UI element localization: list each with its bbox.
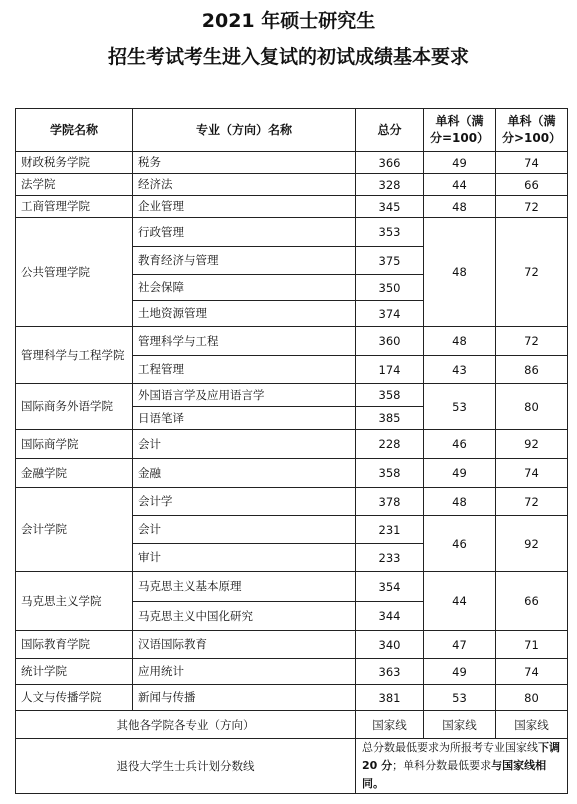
page-title: 2021 年硕士研究生 xyxy=(201,10,376,32)
major-cell: 经济法 xyxy=(133,174,356,196)
total-cell: 344 xyxy=(356,602,424,631)
major-cell: 马克思主义基本原理 xyxy=(133,572,356,602)
page-subtitle: 招生考试考生进入复试的初试成绩基本要求 xyxy=(107,46,469,68)
total-cell: 328 xyxy=(356,174,424,196)
total-cell: 340 xyxy=(356,631,424,659)
single-score-cell: 46 xyxy=(424,430,496,459)
single-score-cell: 国家线 xyxy=(496,711,568,739)
college-cell: 法学院 xyxy=(16,174,133,196)
single-score-cell: 92 xyxy=(496,430,568,459)
single-score-cell: 80 xyxy=(496,685,568,711)
college-cell: 统计学院 xyxy=(16,659,133,685)
single-score-cell: 44 xyxy=(424,174,496,196)
single-score-cell: 44 xyxy=(424,572,496,631)
score-table xyxy=(15,108,568,794)
veteran-label: 退役大学生士兵计划分数线 xyxy=(16,739,356,794)
single-score-cell: 48 xyxy=(424,196,496,218)
single-score-cell: 66 xyxy=(496,174,568,196)
single-score-cell: 74 xyxy=(496,659,568,685)
single-score-cell: 92 xyxy=(496,516,568,572)
total-cell: 350 xyxy=(356,275,424,301)
single-score-cell: 49 xyxy=(424,459,496,488)
major-cell: 企业管理 xyxy=(133,196,356,218)
major-cell: 管理科学与工程 xyxy=(133,327,356,356)
veteran-row xyxy=(16,739,568,794)
total-cell: 358 xyxy=(356,384,424,407)
total-cell: 360 xyxy=(356,327,424,356)
college-cell: 马克思主义学院 xyxy=(16,572,133,631)
major-cell: 社会保障 xyxy=(133,275,356,301)
table-row xyxy=(16,174,568,196)
col-header-single-100: 单科（满 分=100） xyxy=(424,109,496,152)
major-cell: 会计学 xyxy=(133,488,356,516)
single-score-cell: 47 xyxy=(424,631,496,659)
single-score-cell: 74 xyxy=(496,459,568,488)
single-score-cell: 66 xyxy=(496,572,568,631)
total-cell: 国家线 xyxy=(356,711,424,739)
major-cell: 会计 xyxy=(133,516,356,544)
single-score-cell: 48 xyxy=(424,488,496,516)
major-cell: 外国语言学及应用语言学 xyxy=(133,384,356,407)
table-row xyxy=(16,430,568,459)
major-cell: 应用统计 xyxy=(133,659,356,685)
major-cell: 土地资源管理 xyxy=(133,301,356,327)
single-score-cell: 53 xyxy=(424,384,496,430)
table-row xyxy=(16,384,568,407)
college-cell: 公共管理学院 xyxy=(16,218,133,327)
major-cell: 教育经济与管理 xyxy=(133,247,356,275)
major-cell: 马克思主义中国化研究 xyxy=(133,602,356,631)
major-cell: 工程管理 xyxy=(133,356,356,384)
total-cell: 375 xyxy=(356,247,424,275)
total-cell: 354 xyxy=(356,572,424,602)
other-colleges-label: 其他各学院各专业（方向） xyxy=(16,711,356,739)
single-score-cell: 53 xyxy=(424,685,496,711)
college-cell: 会计学院 xyxy=(16,488,133,572)
total-cell: 378 xyxy=(356,488,424,516)
college-cell: 工商管理学院 xyxy=(16,196,133,218)
single-score-cell: 49 xyxy=(424,659,496,685)
major-cell: 新闻与传播 xyxy=(133,685,356,711)
total-cell: 228 xyxy=(356,430,424,459)
total-cell: 345 xyxy=(356,196,424,218)
college-cell: 财政税务学院 xyxy=(16,152,133,174)
total-cell: 385 xyxy=(356,407,424,430)
college-cell: 国际教育学院 xyxy=(16,631,133,659)
single-score-cell: 48 xyxy=(424,218,496,327)
table-row xyxy=(16,327,568,356)
single-score-cell: 国家线 xyxy=(424,711,496,739)
col-header-major: 专业（方向）名称 xyxy=(133,109,356,152)
total-cell: 366 xyxy=(356,152,424,174)
single-score-cell: 72 xyxy=(496,488,568,516)
college-cell: 国际商学院 xyxy=(16,430,133,459)
single-score-cell: 43 xyxy=(424,356,496,384)
total-cell: 233 xyxy=(356,544,424,572)
veteran-note: 总分数最低要求为所报考专业国家线下调 20 分；单科分数最低要求与国家线相同。 xyxy=(356,739,568,794)
single-score-cell: 72 xyxy=(496,196,568,218)
major-cell: 行政管理 xyxy=(133,218,356,247)
table-row xyxy=(16,488,568,516)
total-cell: 231 xyxy=(356,516,424,544)
college-cell: 国际商务外语学院 xyxy=(16,384,133,430)
single-score-cell: 48 xyxy=(424,327,496,356)
single-score-cell: 74 xyxy=(496,152,568,174)
single-score-cell: 49 xyxy=(424,152,496,174)
single-score-cell: 86 xyxy=(496,356,568,384)
total-cell: 174 xyxy=(356,356,424,384)
college-cell: 金融学院 xyxy=(16,459,133,488)
college-cell: 人文与传播学院 xyxy=(16,685,133,711)
single-score-cell: 72 xyxy=(496,218,568,327)
college-cell: 管理科学与工程学院 xyxy=(16,327,133,384)
total-cell: 363 xyxy=(356,659,424,685)
col-header-college: 学院名称 xyxy=(16,109,133,152)
major-cell: 会计 xyxy=(133,430,356,459)
table-row xyxy=(16,152,568,174)
col-header-single-over-100: 单科（满 分>100） xyxy=(496,109,568,152)
other-colleges-row xyxy=(16,711,568,739)
table-row xyxy=(16,659,568,685)
col-header-total: 总分 xyxy=(356,109,424,152)
major-cell: 汉语国际教育 xyxy=(133,631,356,659)
major-cell: 税务 xyxy=(133,152,356,174)
table-row xyxy=(16,572,568,602)
single-score-cell: 46 xyxy=(424,516,496,572)
single-score-cell: 72 xyxy=(496,327,568,356)
total-cell: 358 xyxy=(356,459,424,488)
total-cell: 353 xyxy=(356,218,424,247)
total-cell: 374 xyxy=(356,301,424,327)
table-row xyxy=(16,631,568,659)
major-cell: 金融 xyxy=(133,459,356,488)
table-row xyxy=(16,196,568,218)
table-header-row xyxy=(16,109,568,152)
major-cell: 审计 xyxy=(133,544,356,572)
table-row xyxy=(16,459,568,488)
total-cell: 381 xyxy=(356,685,424,711)
table-row xyxy=(16,685,568,711)
table-row xyxy=(16,218,568,247)
single-score-cell: 71 xyxy=(496,631,568,659)
single-score-cell: 80 xyxy=(496,384,568,430)
major-cell: 日语笔译 xyxy=(133,407,356,430)
